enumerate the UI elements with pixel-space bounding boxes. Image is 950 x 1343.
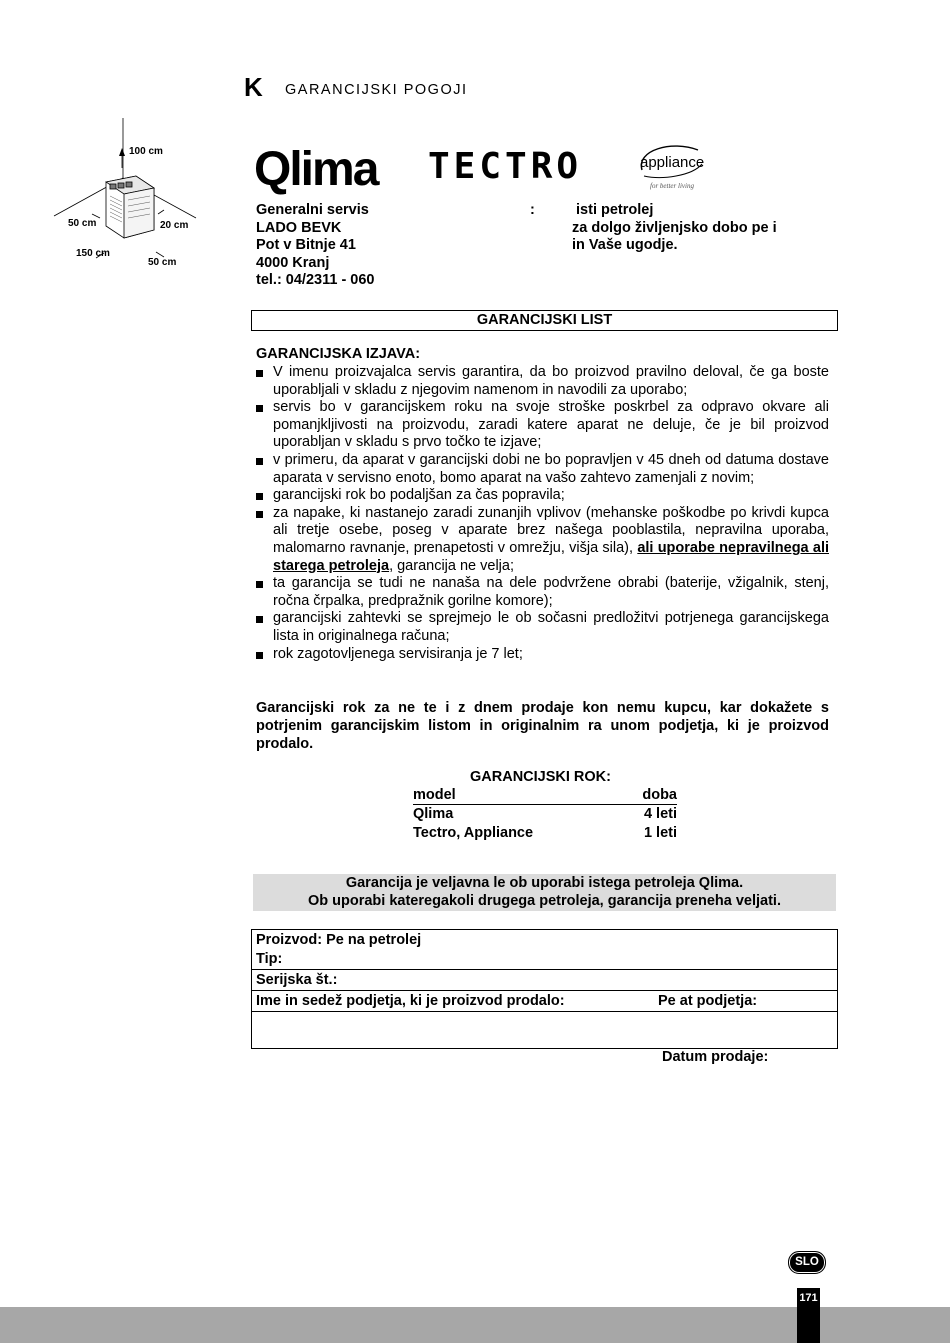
warranty-period-heading: GARANCIJSKI ROK: [470, 769, 611, 785]
list-item-text: ta garancija se tudi ne nanaša na dele podvržene obrabi (baterije, vžigalnik, stenj, ročna črpalka, predpražnik gorilne komore); [273, 575, 829, 609]
seller-row [252, 990, 837, 1011]
bullet-icon [256, 511, 263, 518]
label-50cm-bottom: 50 cm [148, 257, 177, 268]
sale-date-field: Datum prodaje: [662, 1049, 769, 1065]
warranty-statement-heading: GARANCIJSKA IZJAVA: [256, 346, 421, 362]
list-item-text: rok zagotovljenega servisiranja je 7 let; [273, 645, 523, 662]
model-cell: Tectro, Appliance [413, 825, 534, 841]
service-street: Pot v Bitnje 41 [256, 237, 356, 253]
form-blank-area [252, 1011, 837, 1048]
service-phone: tel.: 04/2311 - 060 [256, 272, 375, 288]
column-doba: doba [642, 787, 677, 803]
service-name: Generalni servis [256, 202, 369, 218]
stamp-field: Pe at podjetja: [658, 993, 758, 1009]
appliance-logo-text: appliance [640, 154, 705, 171]
bullet-icon [256, 405, 263, 412]
service-colon: : [530, 202, 535, 218]
list-item-text-end: , garancija ne velja; [389, 557, 514, 574]
bullet-icon [256, 493, 263, 500]
list-item [256, 610, 829, 645]
bullet-icon [256, 370, 263, 377]
validity-line-2: Ob uporabi kateregakoli drugega petroleja, garancija preneha veljati. [307, 893, 781, 909]
period-cell: 1 leti [643, 825, 677, 841]
warranty-statement-list [256, 364, 829, 663]
bullet-icon [256, 581, 263, 588]
seller-field: Ime in sedež podjetja, ki je proizvod prodalo: [256, 993, 565, 1009]
list-item [256, 364, 829, 399]
serial-field: Serijska št.: [252, 969, 837, 990]
slogan-line-1: isti petrolej [572, 202, 654, 218]
product-form [251, 929, 838, 1049]
list-item [256, 505, 829, 575]
list-item-text: garancijski rok bo podaljšan za čas popravila; [273, 487, 565, 504]
list-item [256, 399, 829, 452]
list-item-text: za napake, ki nastanejo zaradi zunanjih vplivov (mehanske poškodbe po krivdi kupca ali tretje osebe, poseg v aparate brez našega pooblastila, nepravilna uporaba, malomarno ravnanje, prenapetosti v omrežju, višja sila), [273, 504, 829, 556]
label-100cm: 100 cm [129, 146, 163, 157]
table-header [413, 787, 677, 805]
heater-clearance-diagram [50, 112, 200, 282]
service-address [256, 202, 375, 290]
label-20cm: 20 cm [160, 220, 189, 231]
warranty-card-heading: GARANCIJSKI LIST [251, 310, 838, 331]
list-item-text: V imenu proizvajalca servis garantira, da bo proizvod pravilno deloval, če ga boste uporabljali v skladu z njegovim namenom in navodili za uporabo; [273, 364, 829, 398]
label-50cm-left: 50 cm [68, 218, 97, 229]
slogan-line-2: za dolgo življenjsko dobo pe i [572, 219, 777, 236]
language-badge: SLO [788, 1251, 826, 1274]
section-title: GARANCIJSKI POGOJI [285, 82, 468, 98]
warranty-period-note: Garancijski rok za ne te i z dnem prodaje kon nemu kupcu, kar dokažete s potrjenim garancijskim listom in originalnim ra unom podjetja, ki je proizvod prodalo. [256, 700, 829, 752]
list-item [256, 487, 829, 505]
bullet-icon [256, 652, 263, 659]
product-field: Proizvod: Pe na petrolej [256, 932, 422, 948]
slogan-line-3: in Vaše ugodje. [572, 237, 678, 253]
validity-line-1: Garancija je veljavna le ob uporabi istega petroleja Qlima. [345, 875, 744, 891]
bullet-icon [256, 458, 263, 465]
period-cell: 4 leti [643, 806, 677, 822]
appliance-tagline: for better living [650, 182, 694, 190]
warranty-period-table [413, 787, 677, 843]
qlima-logo: Qlima [254, 143, 378, 196]
list-item-text: v primeru, da aparat v garancijski dobi ne bo popravljen v 45 dneh od datuma dostave aparata v servisno enoto, bomo aparat na vašo zahtevo zamenjali z novim; [273, 451, 829, 486]
petrol-warning-text: ali uporabe nepravilnega ali starega petroleja [273, 539, 829, 574]
page-number: 171 [799, 1292, 818, 1304]
table-row [413, 824, 677, 843]
list-item [256, 452, 829, 487]
validity-notice [253, 874, 836, 911]
list-item-text: garancijski zahtevki se sprejmejo le ob sočasni predložitvi potrjenega garancijskega lista in originalnega računa; [273, 610, 829, 644]
service-city: 4000 Kranj [256, 254, 330, 271]
list-item-text: servis bo v garancijskem roku na svoje stroške poskrbel za odpravo okvare ali pomanjkljivosti na proizvodu, zaradi katere aparat ne deluje, če je bil proizvod uporabljan v skladu s prvo točko te izjave; [273, 399, 829, 451]
type-field: Tip: [256, 951, 283, 967]
bullet-icon [256, 616, 263, 623]
service-contact: LADO BEVK [256, 219, 342, 236]
tectro-logo: TECTRO [428, 146, 583, 187]
section-letter: K [244, 72, 263, 102]
list-item [256, 575, 829, 610]
column-model: model [413, 787, 456, 803]
table-row [413, 805, 677, 824]
label-150cm: 150 cm [76, 248, 110, 259]
list-item [256, 646, 829, 664]
service-slogan [572, 202, 777, 255]
model-cell: Qlima [413, 806, 454, 822]
appliance-logo [632, 140, 708, 194]
